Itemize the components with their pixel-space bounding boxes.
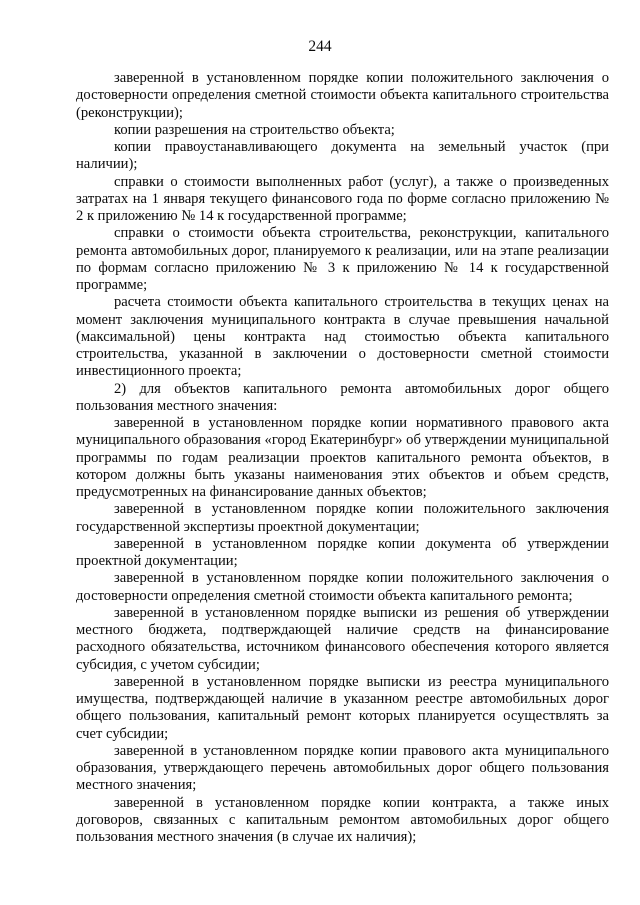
paragraph: заверенной в установленном порядке копии документа об утверждении проектной документации; (76, 535, 609, 569)
paragraph: копии правоустанавливающего документа на земельный участок (при наличии); (76, 139, 609, 173)
paragraph: копии разрешения на строительство объекта; (114, 121, 395, 138)
paragraph: заверенной в установленном порядке копии правового акта муниципального образования, утверждающего перечень автомобильных дорог общего пользования местного значения; (76, 742, 609, 794)
paragraph: заверенной в установленном порядке копии контракта, а также иных договоров, связанных с капитальным ремонтом автомобильных дорог общего пользования местного значения (в случае их наличия); (76, 794, 609, 845)
paragraph: заверенной в установленном порядке выписки из реестра муниципального имущества, подтверждающей наличие в указанном реестре автомобильных дорог общего пользования, капитальный ремонт которых планируется осуществлять за счет субсидии; (76, 673, 609, 742)
document-body (76, 70, 609, 846)
paragraph: заверенной в установленном порядке копии положительного заключения о достоверности определения сметной стоимости объекта капитального ремонта; (76, 570, 609, 604)
paragraph: заверенной в установленном порядке копии положительного заключения о достоверности определения сметной стоимости объекта капитального строительства (реконструкции); (76, 70, 609, 121)
paragraph: расчета стоимости объекта капитального строительства в текущих ценах на момент заключения муниципального контракта в случае превышения начальной (максимальной) цены контракта над стоимостью объекта капитального строительства, указанной в заключении о достоверности сметной стоимости инвестиционного проекта; (76, 294, 609, 380)
paragraph: заверенной в установленном порядке копии положительного заключения государственной экспертизы проектной документации; (76, 501, 609, 535)
paragraph: справки о стоимости выполненных работ (услуг), а также о произведенных затратах на 1 января текущего финансового года по форме согласно приложению № 2 к приложению № 14 к государственной программе; (76, 173, 609, 224)
paragraph: справки о стоимости объекта строительства, реконструкции, капитального ремонта автомобильных дорог, планируемого к реализации, или на этапе реализации по формам согласно приложению № 3 к приложению № 14 к государственной программе; (76, 225, 609, 293)
paragraph: 2) для объектов капитального ремонта автомобильных дорог общего пользования местного значения: (76, 380, 609, 414)
paragraph: заверенной в установленном порядке выписки из решения об утверждении местного бюджета, подтверждающей наличие средств на финансирование расходного обязательства, источником финансового обеспечения которого является субсидия, с учетом субсидии; (76, 604, 609, 673)
page-number: 244 (308, 38, 332, 55)
paragraph: заверенной в установленном порядке копии нормативного правового акта муниципального образования «город Екатеринбург» об утверждении муниципальной программы по годам реализации проектов капитального ремонта объектов, в котором должны быть указаны наименования этих объектов и объем средств, предусмотренных на финансирование данных объектов; (76, 415, 609, 500)
